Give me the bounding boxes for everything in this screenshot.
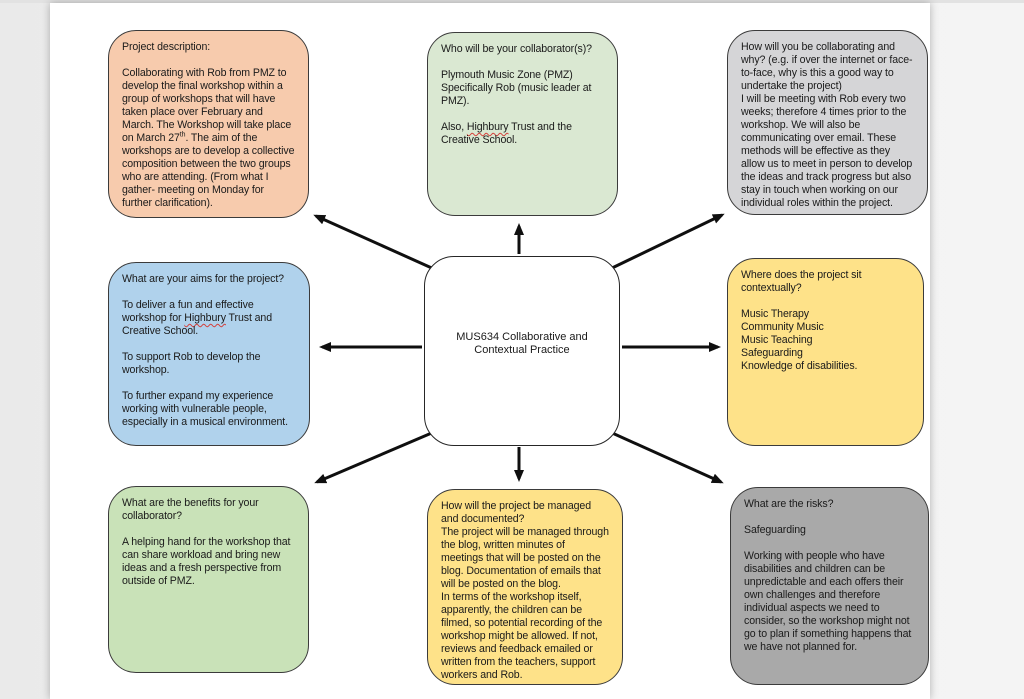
node-title: What are your aims for the project? <box>122 273 284 285</box>
text-fragment: . The aim of the workshops are to develop a collective composition between the two groups who are attending. (From what I gather- meeting on Monday for further clarification). <box>122 132 295 209</box>
node-body <box>122 299 296 338</box>
node-title: What are the benefits for your collaborator? <box>122 497 259 522</box>
node-body: Working with people who have disabilities and children can be unpredictable and each offers their own challenges and therefore individual aspects we need to consider, so the workshop might not go to plan if something happens that we have not planned for. <box>744 550 912 653</box>
node-answer: I will be meeting with Rob every two weeks; therefore 4 times prior to the workshop. We will also be communicating over email. These methods will be effective as they allow us to meet in person to develop the ideas and track progress but also stay in touch when working on our individual roles within the project. <box>741 93 913 209</box>
node-body-line: Plymouth Music Zone (PMZ) <box>441 69 573 81</box>
node-risks <box>730 487 929 685</box>
arrow-center-to-top-right <box>610 215 722 269</box>
text-fragment: Trust and Creative School. <box>122 312 273 337</box>
node-body-line: Specifically Rob (music leader at PMZ). <box>441 82 592 107</box>
list-item: Knowledge of disabilities. <box>741 360 858 372</box>
node-project-description <box>108 30 309 218</box>
node-context <box>727 258 924 446</box>
text-fragment: Trust and the Creative School. <box>441 121 572 146</box>
list-item: Music Teaching <box>741 334 813 346</box>
list-item: Community Music <box>741 321 824 333</box>
node-aims <box>108 262 310 446</box>
node-body <box>122 67 295 210</box>
node-body: In terms of the workshop itself, apparently, the children can be filmed, so potential recording of the workshop might be allowed. If not, reviews and feedback emailed or written from the teachers, support workers and Rob. <box>441 591 603 681</box>
arrow-center-to-bottom-left <box>317 432 434 482</box>
arrow-center-to-bottom-right <box>610 432 721 482</box>
node-question: How will you be collaborating and why? (e.g. if over the internet or face-to-face, why is this a good way to undertake the project) <box>741 41 913 92</box>
node-body: The project will be managed through the blog, written minutes of meetings that will be posted on the blog. Documentation of emails that will be posted on the blog. <box>441 526 609 590</box>
misspelled-word: Highbury <box>184 312 226 324</box>
node-benefits <box>108 486 309 673</box>
node-question: How will the project be managed and documented? <box>441 500 592 525</box>
text-fragment: Also, <box>441 121 467 133</box>
node-body: Safeguarding <box>744 524 806 536</box>
text-fragment: To deliver a fun and effective workshop for <box>122 299 254 324</box>
node-center <box>424 256 620 446</box>
arrow-center-to-top-left <box>316 216 434 269</box>
node-title: What are the risks? <box>744 498 834 510</box>
text-fragment: Collaborating with Rob from PMZ to develop the final workshop within a group of workshops that will have taken place over February and March. The Workshop will take place on March 27 <box>122 67 292 144</box>
node-body <box>441 121 604 147</box>
node-body: To support Rob to develop the workshop. <box>122 351 261 376</box>
list-item: Safeguarding <box>741 347 803 359</box>
node-collaboration-method <box>727 30 928 215</box>
node-title: Where does the project sit contextually? <box>741 269 862 294</box>
node-title: Project description: <box>122 41 211 53</box>
misspelled-word: Highbury <box>466 121 509 133</box>
center-node-label: MUS634 Collaborative and Contextual Practice <box>456 330 588 356</box>
list-item: Music Therapy <box>741 308 809 320</box>
ordinal-superscript: th <box>179 131 186 139</box>
node-body: A helping hand for the workshop that can share workload and bring new ideas and a fresh perspective from outside of PMZ. <box>122 536 291 587</box>
node-management <box>427 489 623 685</box>
node-title: Who will be your collaborator(s)? <box>441 43 592 55</box>
node-collaborators <box>427 32 618 216</box>
node-body: To further expand my experience working with vulnerable people, especially in a musical environment. <box>122 390 288 428</box>
